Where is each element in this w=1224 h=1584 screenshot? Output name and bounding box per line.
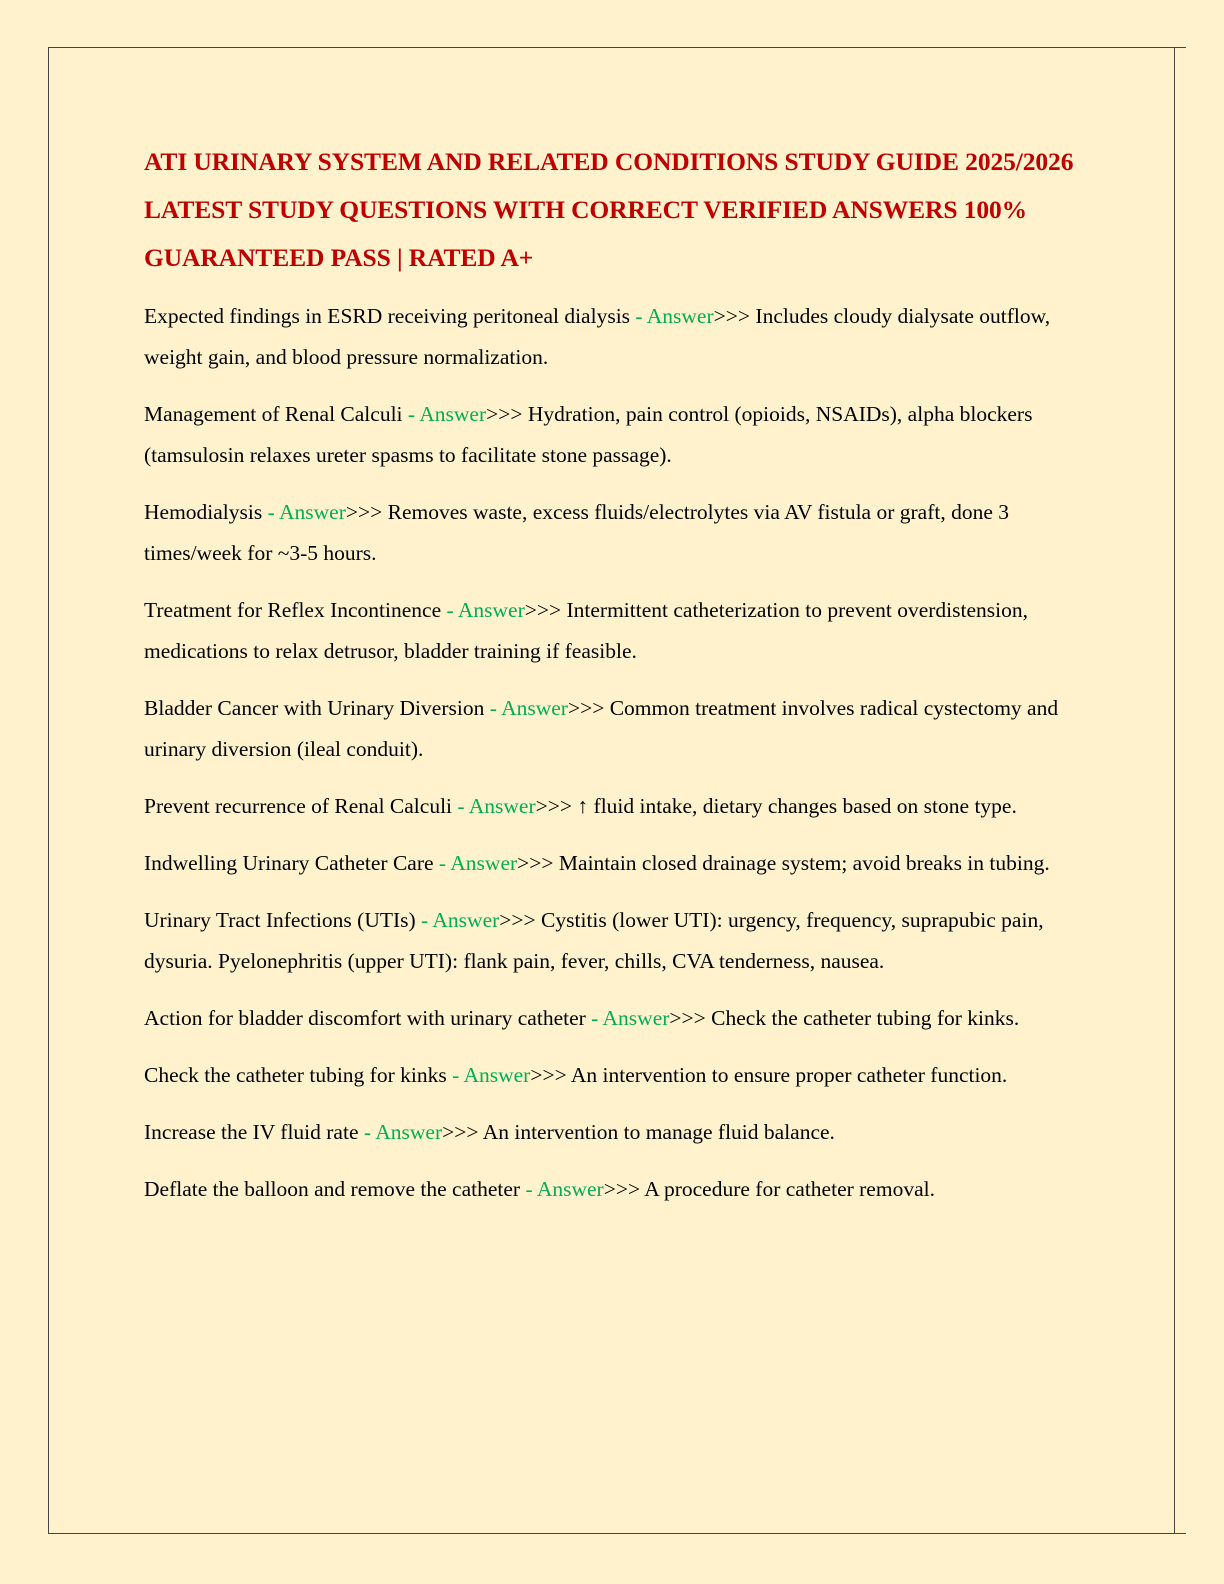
qa-term: Hemodialysis: [144, 500, 263, 524]
qa-arrow: >>>: [517, 851, 559, 875]
qa-separator: -: [402, 402, 420, 426]
qa-term: Action for bladder discomfort with urinary catheter: [144, 1006, 586, 1030]
qa-term: Deflate the balloon and remove the catheter: [144, 1177, 521, 1201]
qa-separator: -: [585, 1006, 603, 1030]
qa-answer-label: Answer: [457, 598, 525, 622]
qa-answer: Intermittent catheterization to prevent overdistension, medications to relax detrusor, bladder training if feasible.: [144, 598, 1028, 663]
qa-answer: ↑ fluid intake, dietary changes based on stone type.: [577, 794, 1017, 818]
qa-answer-label: Answer: [602, 1006, 670, 1030]
qa-answer-label: Answer: [501, 696, 568, 720]
qa-term: Bladder Cancer with Urinary Diversion: [144, 696, 485, 720]
qa-answer-label: Answer: [468, 794, 536, 818]
qa-answer: Hydration, pain control (opioids, NSAIDs), alpha blockers (tamsulosin relaxes ureter spasms to facilitate stone passage).: [144, 402, 1033, 467]
qa-item: [144, 688, 1084, 770]
qa-separator: -: [484, 696, 502, 720]
qa-item: [144, 492, 1084, 574]
qa-answer: Removes waste, excess fluids/electrolytes via AV fistula or graft, done 3 times/week for ~3-5 hours.: [144, 500, 1009, 565]
qa-arrow: >>>: [524, 598, 567, 622]
qa-separator: -: [446, 1063, 464, 1087]
qa-term: Treatment for Reflex Incontinence: [144, 598, 442, 622]
qa-item: [144, 900, 1084, 982]
qa-arrow: >>>: [530, 1063, 571, 1087]
qa-answer-label: Answer: [450, 851, 518, 875]
qa-item: [144, 843, 1084, 884]
qa-answer-label: Answer: [375, 1120, 443, 1144]
qa-answer-label: Answer: [463, 1063, 531, 1087]
qa-answer: Check the catheter tubing for kinks.: [711, 1006, 1020, 1030]
qa-arrow: >>>: [499, 908, 542, 932]
qa-arrow: >>>: [669, 1006, 712, 1030]
qa-term: Expected findings in ESRD receiving peritoneal dialysis: [144, 304, 631, 328]
qa-answer-label: Answer: [419, 402, 487, 426]
qa-item: [144, 296, 1084, 378]
qa-separator: -: [452, 794, 469, 818]
qa-arrow: >>>: [567, 696, 610, 720]
qa-arrow: >>>: [345, 500, 388, 524]
qa-separator: -: [415, 908, 433, 932]
qa-item: [144, 998, 1084, 1039]
qa-answer: Cystitis (lower UTI): urgency, frequency, suprapubic pain, dysuria. Pyelonephritis (upper UTI): flank pain, fever, chills, CVA tenderness, nausea.: [144, 908, 1044, 973]
qa-arrow: >>>: [535, 794, 578, 818]
qa-item: [144, 1112, 1084, 1153]
qa-separator: -: [433, 851, 451, 875]
qa-separator: -: [262, 500, 279, 524]
qa-answer-label: Answer: [278, 500, 346, 524]
qa-term: Prevent recurrence of Renal Calculi: [144, 794, 453, 818]
qa-answer: Includes cloudy dialysate outflow, weight gain, and blood pressure normalization.: [144, 304, 1051, 369]
qa-item: [144, 590, 1084, 672]
frame-corner-mark: [1174, 1533, 1186, 1534]
qa-separator: -: [358, 1120, 376, 1144]
document-content: [144, 138, 1084, 1226]
qa-arrow: >>>: [486, 402, 528, 426]
qa-term: Indwelling Urinary Catheter Care: [144, 851, 434, 875]
document-title: ATI URINARY SYSTEM AND RELATED CONDITIONS STUDY GUIDE 2025/2026 LATEST STUDY QUESTIONS WITH CORRECT VERIFIED ANSWERS 100% GUARANTEED PASS | RATED A+: [144, 147, 1074, 272]
qa-answer: A procedure for catheter removal.: [644, 1177, 935, 1201]
qa-term: Increase the IV fluid rate: [144, 1120, 359, 1144]
qa-answer-label: Answer: [536, 1177, 604, 1201]
frame-corner-mark: [1174, 47, 1186, 48]
qa-answer: An intervention to manage fluid balance.: [482, 1120, 835, 1144]
qa-separator: -: [630, 304, 647, 328]
qa-answer-label: Answer: [432, 908, 500, 932]
qa-separator: -: [441, 598, 458, 622]
qa-answer: Common treatment involves radical cystectomy and urinary diversion (ileal conduit).: [144, 696, 1059, 761]
qa-term: Urinary Tract Infections (UTIs): [144, 908, 416, 932]
qa-term: Management of Renal Calculi: [144, 402, 403, 426]
qa-answer-label: Answer: [646, 304, 714, 328]
qa-item: [144, 786, 1084, 827]
qa-arrow: >>>: [713, 304, 756, 328]
qa-item: [144, 1055, 1084, 1096]
qa-answer: An intervention to ensure proper catheter function.: [570, 1063, 1008, 1087]
qa-separator: -: [520, 1177, 537, 1201]
qa-arrow: >>>: [442, 1120, 483, 1144]
qa-list: [144, 296, 1084, 1210]
qa-item: [144, 1169, 1084, 1210]
qa-answer: Maintain closed drainage system; avoid breaks in tubing.: [558, 851, 1050, 875]
qa-item: [144, 394, 1084, 476]
qa-arrow: >>>: [603, 1177, 645, 1201]
qa-term: Check the catheter tubing for kinks: [144, 1063, 447, 1087]
